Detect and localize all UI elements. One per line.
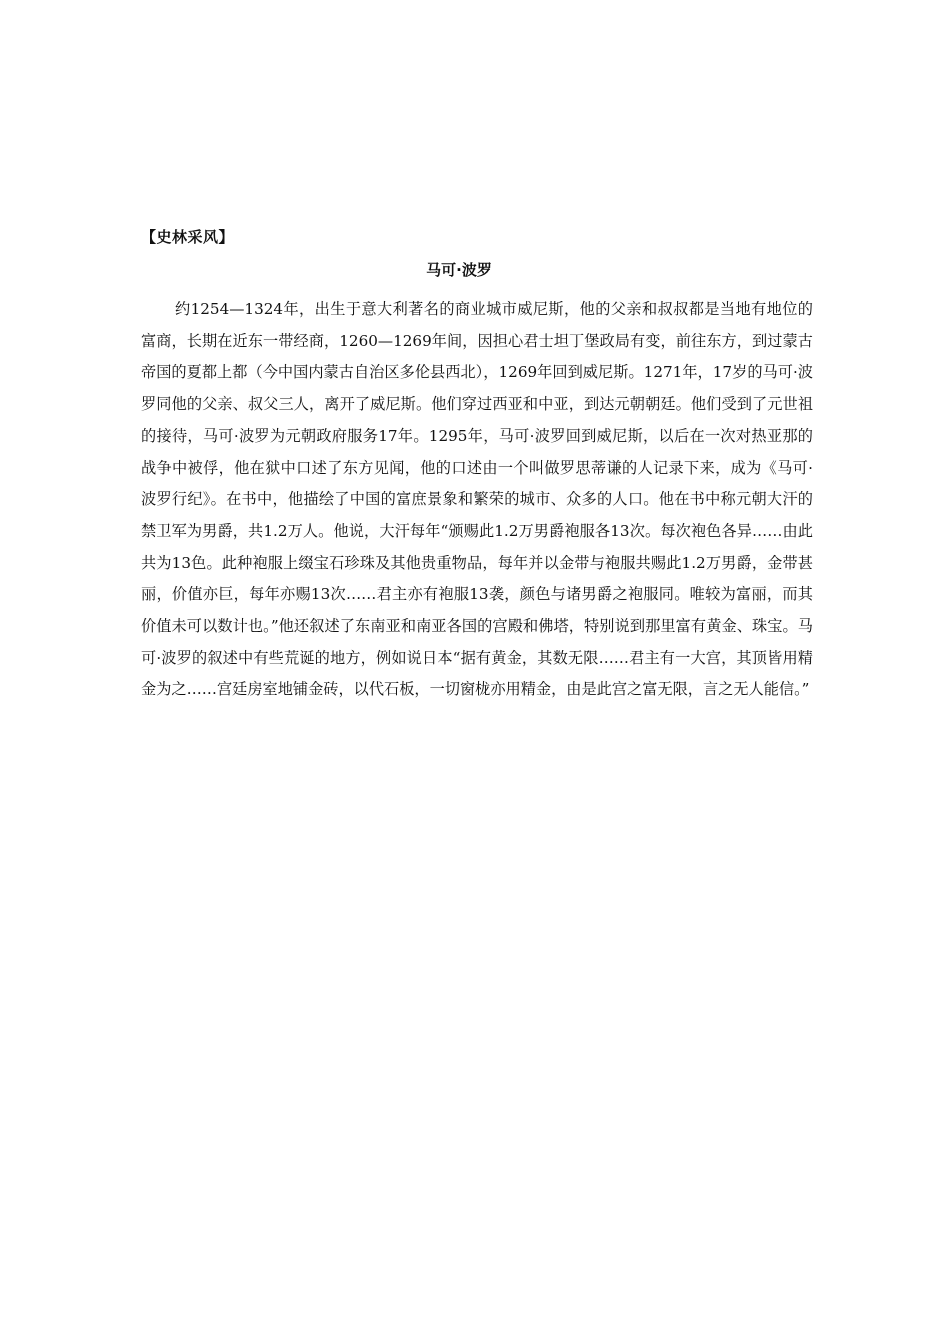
article-body-paragraph: 约1254—1324年，出生于意大利著名的商业城市威尼斯，他的父亲和叔叔都是当地有地位的富商，长期在近东一带经商，1260—1269年间，因担心君士坦丁堡政局有变，前往东方，到过蒙古帝国的夏都上都（今中国内蒙古自治区多伦县西北），1269年回到威尼斯。1271年，17岁的马可·波罗同他的父亲、叔父三人，离开了威尼斯。他们穿过西亚和中亚，到达元朝朝廷。他们受到了元世祖的接待，马可·波罗为元朝政府服务17年。1295年，马可·波罗回到威尼斯，以后在一次对热亚那的战争中被俘，他在狱中口述了东方见闻，他的口述由一个叫做罗思蒂谦的人记录下来，成为《马可·波罗行纪》。在书中，他描绘了中国的富庶景象和繁荣的城市、众多的人口。他在书中称元朝大汗的禁卫军为男爵，共1.2万人。他说，大汗每年“颁赐此1.2万男爵袍服各13次。每次袍色各异……由此共为13色。此种袍服上缀宝石珍珠及其他贵重物品，每年并以金带与袍服共赐此1.2万男爵，金带甚丽，价值亦巨，每年亦赐13次……君主亦有袍服13袭，颜色与诸男爵之袍服同。唯较为富丽，而其价值未可以数计也。”他还叙述了东南亚和南亚各国的宫殿和佛塔，特别说到那里富有黄金、珠宝。马可·波罗的叙述中有些荒诞的地方，例如说日本“据有黄金，其数无限……君主有一大宫，其顶皆用精金为之……宫廷房室地铺金砖，以代石板，一切窗栊亦用精金，由是此宫之富无限，言之无人能信。” xyxy=(141,300,813,699)
article-title: 马可·波罗 xyxy=(426,261,492,279)
section-tag: 【史林采风】 xyxy=(141,228,235,246)
